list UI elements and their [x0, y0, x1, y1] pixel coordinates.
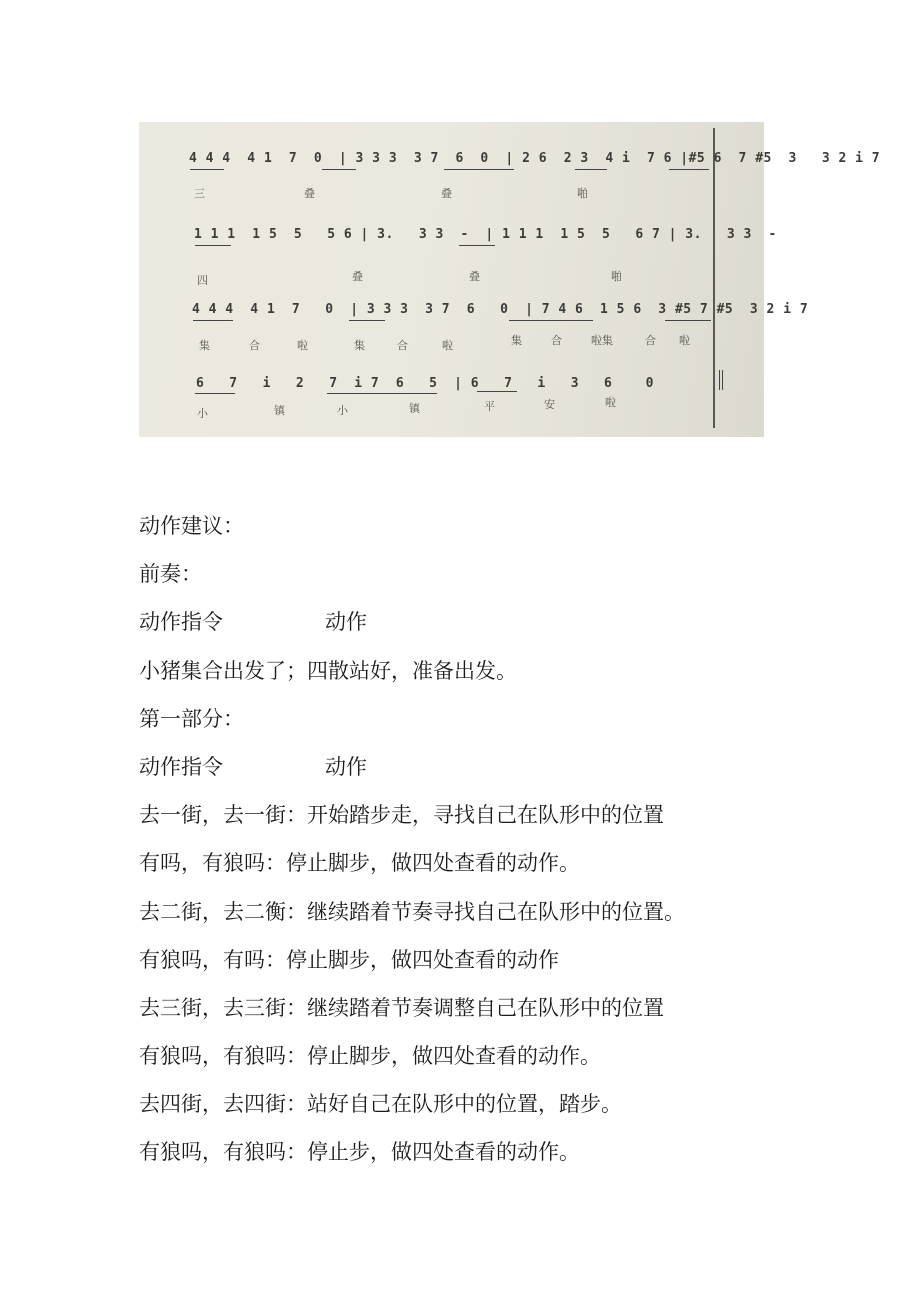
beam-line: [349, 320, 385, 321]
score-lyric: 小: [337, 404, 348, 417]
section-heading: 第一部分：: [139, 706, 244, 731]
section-heading: 动作建议：: [139, 514, 244, 538]
score-lyric: 小: [197, 407, 208, 420]
score-lyric: 合: [397, 339, 408, 352]
score-lyric: 啦: [605, 396, 616, 409]
score-lyric: 啦: [442, 339, 453, 352]
beam-line: [509, 320, 593, 321]
text-line: 有吗，有狼吗：停止脚步，做四处查看的动作。: [139, 851, 580, 876]
section-heading: 前奏：: [139, 562, 202, 587]
column-header-instruction: 动作指令: [139, 610, 223, 635]
score-notes-row-1: 4 4 4 4 1 7 0 | 3 3 3 3 7 6 0 | 2 6 2 3 4 i 7 6 |#5 6 7 #5 3 3 2 i 7: [189, 151, 881, 166]
score-lyric: 合: [551, 334, 562, 347]
score-lyric: 啦: [297, 339, 308, 352]
score-lyric: 叠: [352, 270, 363, 283]
score-lyric: 叠: [441, 187, 452, 200]
score-lyric: 镇: [409, 402, 420, 415]
score-notes-row-4: 6 7 i 2 7 i 7 6 5 | 6 7 i 3 6 0: [196, 376, 654, 391]
score-lyric: 平: [484, 400, 495, 413]
score-notes-row-3: 4 4 4 4 1 7 0 | 3 3 3 3 7 6 0 | 7 4 6 1 5 6 3 #5 7 #5 3 2 i 7: [192, 302, 809, 317]
beam-line: [459, 245, 495, 246]
beam-line: [193, 320, 233, 321]
column-header-instruction: 动作指令: [139, 754, 223, 779]
beam-line: [477, 391, 517, 392]
beam-line: [669, 169, 709, 170]
beam-line: [195, 245, 231, 246]
score-lyric: 合: [249, 339, 260, 352]
text-line: 去一街，去一街：开始踏步走，寻找自己在队形中的位置: [139, 803, 664, 828]
beam-line: [327, 393, 437, 394]
text-line: 有狼吗，有狼吗：停止脚步，做四处查看的动作。: [139, 1044, 601, 1069]
beam-line: [575, 169, 607, 170]
score-lyric: 安: [544, 398, 555, 411]
beam-line: [190, 169, 224, 170]
text-line: 去三街，去三街：继续踏着节奏调整自己在队形中的位置: [139, 995, 664, 1020]
beam-line: [665, 320, 711, 321]
score-lyric: 叠: [304, 187, 315, 200]
final-barline: [722, 370, 723, 390]
score-lyric: 集: [354, 339, 365, 352]
score-lyric: 啪: [611, 270, 622, 283]
text-line: 有狼吗，有狼吗：停止步，做四处查看的动作。: [139, 1140, 580, 1165]
score-lyric: 叠: [469, 270, 480, 283]
score-lyric: 三: [194, 187, 205, 200]
column-header-action: 动作: [325, 610, 367, 635]
beam-line: [444, 169, 514, 170]
score-lyric: 合: [645, 334, 656, 347]
text-line: 小猪集合出发了；四散站好，准备出发。: [139, 658, 517, 683]
score-lyric: 集: [199, 339, 210, 352]
score-notes-row-2: 1 1 1 1 5 5 5 6 | 3. 3 3 - | 1 1 1 1 5 5 6 7 | 3. 3 3 -: [194, 227, 777, 242]
text-line: 有狼吗，有吗：停止脚步，做四处查看的动作: [139, 947, 559, 972]
score-lyric: 啦: [679, 334, 690, 347]
score-lyric: 啦集: [591, 334, 613, 347]
score-lyric: 啪: [577, 187, 588, 200]
page-edge: [713, 128, 715, 428]
score-lyric: 镇: [274, 404, 285, 417]
action-suggestions: [139, 502, 879, 1177]
score-lyric: 集: [511, 334, 522, 347]
score-lyric: 四: [197, 274, 208, 287]
text-line: 去二街，去二衡：继续踏着节奏寻找自己在队形中的位置。: [139, 899, 685, 924]
column-header-action: 动作: [325, 754, 367, 779]
beam-line: [322, 169, 356, 170]
text-line: 去四街，去四街：站好自己在队形中的位置，踏步。: [139, 1092, 622, 1117]
music-score-photo: [139, 122, 881, 437]
final-barline: [719, 370, 720, 390]
beam-line: [195, 393, 235, 394]
